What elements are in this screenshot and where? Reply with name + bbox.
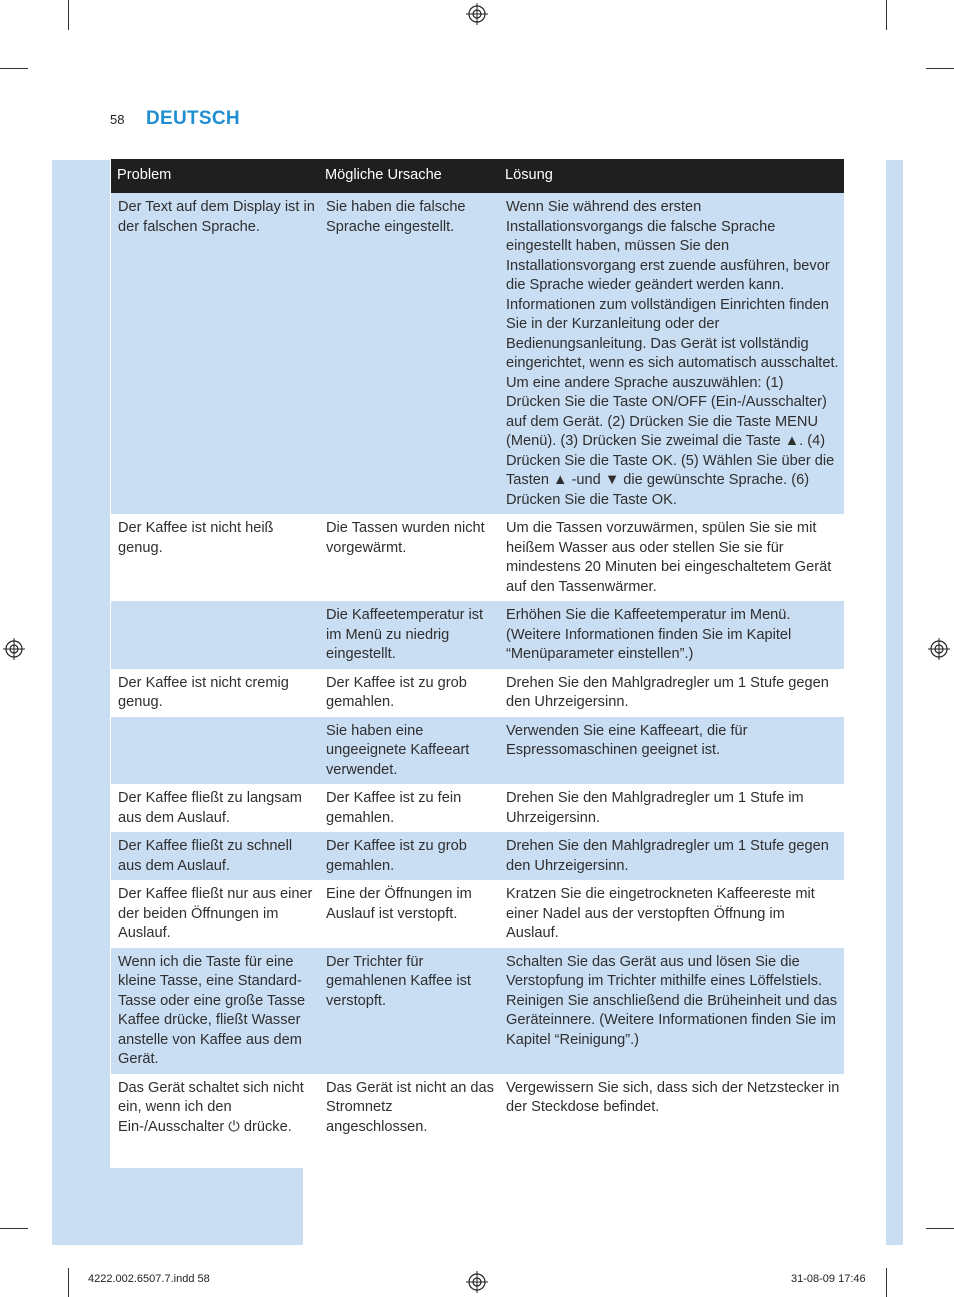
table-row [111, 669, 844, 717]
table-row [111, 193, 844, 514]
table-row [111, 880, 844, 948]
table-row [111, 601, 844, 669]
cell-problem: Der Kaffee ist nicht cremig genug. [111, 669, 319, 717]
registration-mark-icon [466, 3, 488, 25]
cell-solution: Erhöhen Sie die Kaffeetemperatur im Menü. (Weitere Informationen finden Sie im Kapitel “Menüparameter einstellen”.) [499, 601, 844, 669]
cell-problem: Der Kaffee fließt nur aus einer der beiden Öffnungen im Auslauf. [111, 880, 319, 948]
table-row [111, 717, 844, 785]
cell-solution: Wenn Sie während des ersten Installationsvorgangs die falsche Sprache eingestellt haben, müssen Sie den Installationsvorgang erst zuende ausführen, bevor die Sprache wieder geändert werden kann. Informationen zum vollständigen Einrichten finden Sie in der Kurzanleitung oder der Bedienungsanleitung. Das Gerät ist vollständig eingerichtet, wenn es sich automatisch ausschaltet. Um eine andere Sprache auszuwählen: (1) Drücken Sie die Taste ON/OFF (Ein-/Ausschalter) auf dem Gerät. (2) Drücken Sie die Taste MENU (Menü). (3) Drücken Sie zweimal die Taste ▲. (4) Drücken Sie die Taste OK. (5) Wählen Sie über die Tasten ▲ -und ▼ die gewünschte Sprache. (6) Drücken Sie die Taste OK. [499, 193, 844, 514]
bottom-color-band [52, 1168, 303, 1245]
cell-problem: Wenn ich die Taste für eine kleine Tasse, eine Standard-Tasse oder eine große Tasse Kaffee drücke, fließt Wasser anstelle von Kaffee aus dem Gerät. [111, 948, 319, 1074]
cell-solution: Um die Tassen vorzuwärmen, spülen Sie sie mit heißem Wasser aus oder stellen Sie sie für mindestens 20 Minuten bei eingeschaltetem Gerät auf den Tassenwärmer. [499, 514, 844, 601]
registration-mark-icon [928, 638, 950, 660]
crop-mark [926, 68, 954, 69]
cell-cause: Das Gerät ist nicht an das Stromnetz angeschlossen. [319, 1074, 499, 1142]
cell-problem: Der Kaffee fließt zu schnell aus dem Auslauf. [111, 832, 319, 880]
table-row [111, 832, 844, 880]
crop-mark [68, 0, 69, 30]
table-header-row [111, 159, 844, 193]
table-row [111, 784, 844, 832]
cell-problem: Der Kaffee ist nicht heiß genug. [111, 514, 319, 601]
cell-solution: Drehen Sie den Mahlgradregler um 1 Stufe gegen den Uhrzeigersinn. [499, 669, 844, 717]
print-timestamp: 31-08-09 17:46 [791, 1273, 866, 1285]
crop-mark [0, 68, 28, 69]
crop-mark [0, 1228, 28, 1229]
right-color-band [886, 160, 903, 1245]
table-row [111, 514, 844, 601]
cell-problem: Der Kaffee fließt zu langsam aus dem Auslauf. [111, 784, 319, 832]
cell-problem [111, 717, 319, 785]
cell-cause: Der Kaffee ist zu grob gemahlen. [319, 832, 499, 880]
cell-cause: Eine der Öffnungen im Auslauf ist verstopft. [319, 880, 499, 948]
left-color-band [52, 160, 110, 1245]
cell-solution: Drehen Sie den Mahlgradregler um 1 Stufe im Uhrzeigersinn. [499, 784, 844, 832]
cell-cause: Die Tassen wurden nicht vorgewärmt. [319, 514, 499, 601]
cell-solution: Schalten Sie das Gerät aus und lösen Sie die Verstopfung im Trichter mithilfe eines Löffelstiels. Reinigen Sie anschließend die Brüheinheit und das Geräteinnere. (Weitere Informationen finden Sie im Kapitel “Reinigung”.) [499, 948, 844, 1074]
column-header-problem: Problem [111, 159, 319, 193]
cell-solution: Drehen Sie den Mahlgradregler um 1 Stufe gegen den Uhrzeigersinn. [499, 832, 844, 880]
cell-problem: Das Gerät schaltet sich nicht ein, wenn ich den Ein-/Ausschalter ⏻ drücke. [111, 1074, 319, 1142]
crop-mark [886, 0, 887, 30]
file-info: 4222.002.6507.7.indd 58 [88, 1273, 210, 1285]
troubleshooting-table [111, 159, 844, 1141]
cell-cause: Der Kaffee ist zu grob gemahlen. [319, 669, 499, 717]
page-number: 58 [110, 112, 125, 127]
cell-solution: Kratzen Sie die eingetrockneten Kaffeereste mit einer Nadel aus der verstopften Öffnung im Auslauf. [499, 880, 844, 948]
registration-mark-icon [3, 638, 25, 660]
cell-cause: Der Kaffee ist zu fein gemahlen. [319, 784, 499, 832]
cell-cause: Sie haben die falsche Sprache eingestellt. [319, 193, 499, 514]
crop-mark [68, 1268, 69, 1297]
registration-mark-icon [466, 1271, 488, 1293]
table-row [111, 948, 844, 1074]
cell-cause: Sie haben eine ungeeignete Kaffeeart verwendet. [319, 717, 499, 785]
column-header-solution: Lösung [499, 159, 844, 193]
cell-solution: Vergewissern Sie sich, dass sich der Netzstecker in der Steckdose befindet. [499, 1074, 844, 1142]
crop-mark [926, 1228, 954, 1229]
crop-mark [886, 1268, 887, 1297]
cell-problem: Der Text auf dem Display ist in der falschen Sprache. [111, 193, 319, 514]
cell-cause: Der Trichter für gemahlenen Kaffee ist verstopft. [319, 948, 499, 1074]
column-header-cause: Mögliche Ursache [319, 159, 499, 193]
cell-cause: Die Kaffeetemperatur ist im Menü zu niedrig eingestellt. [319, 601, 499, 669]
section-title: DEUTSCH [146, 108, 240, 129]
table-body [111, 193, 844, 1141]
cell-problem [111, 601, 319, 669]
cell-solution: Verwenden Sie eine Kaffeeart, die für Espressomaschinen geeignet ist. [499, 717, 844, 785]
table-row [111, 1074, 844, 1142]
